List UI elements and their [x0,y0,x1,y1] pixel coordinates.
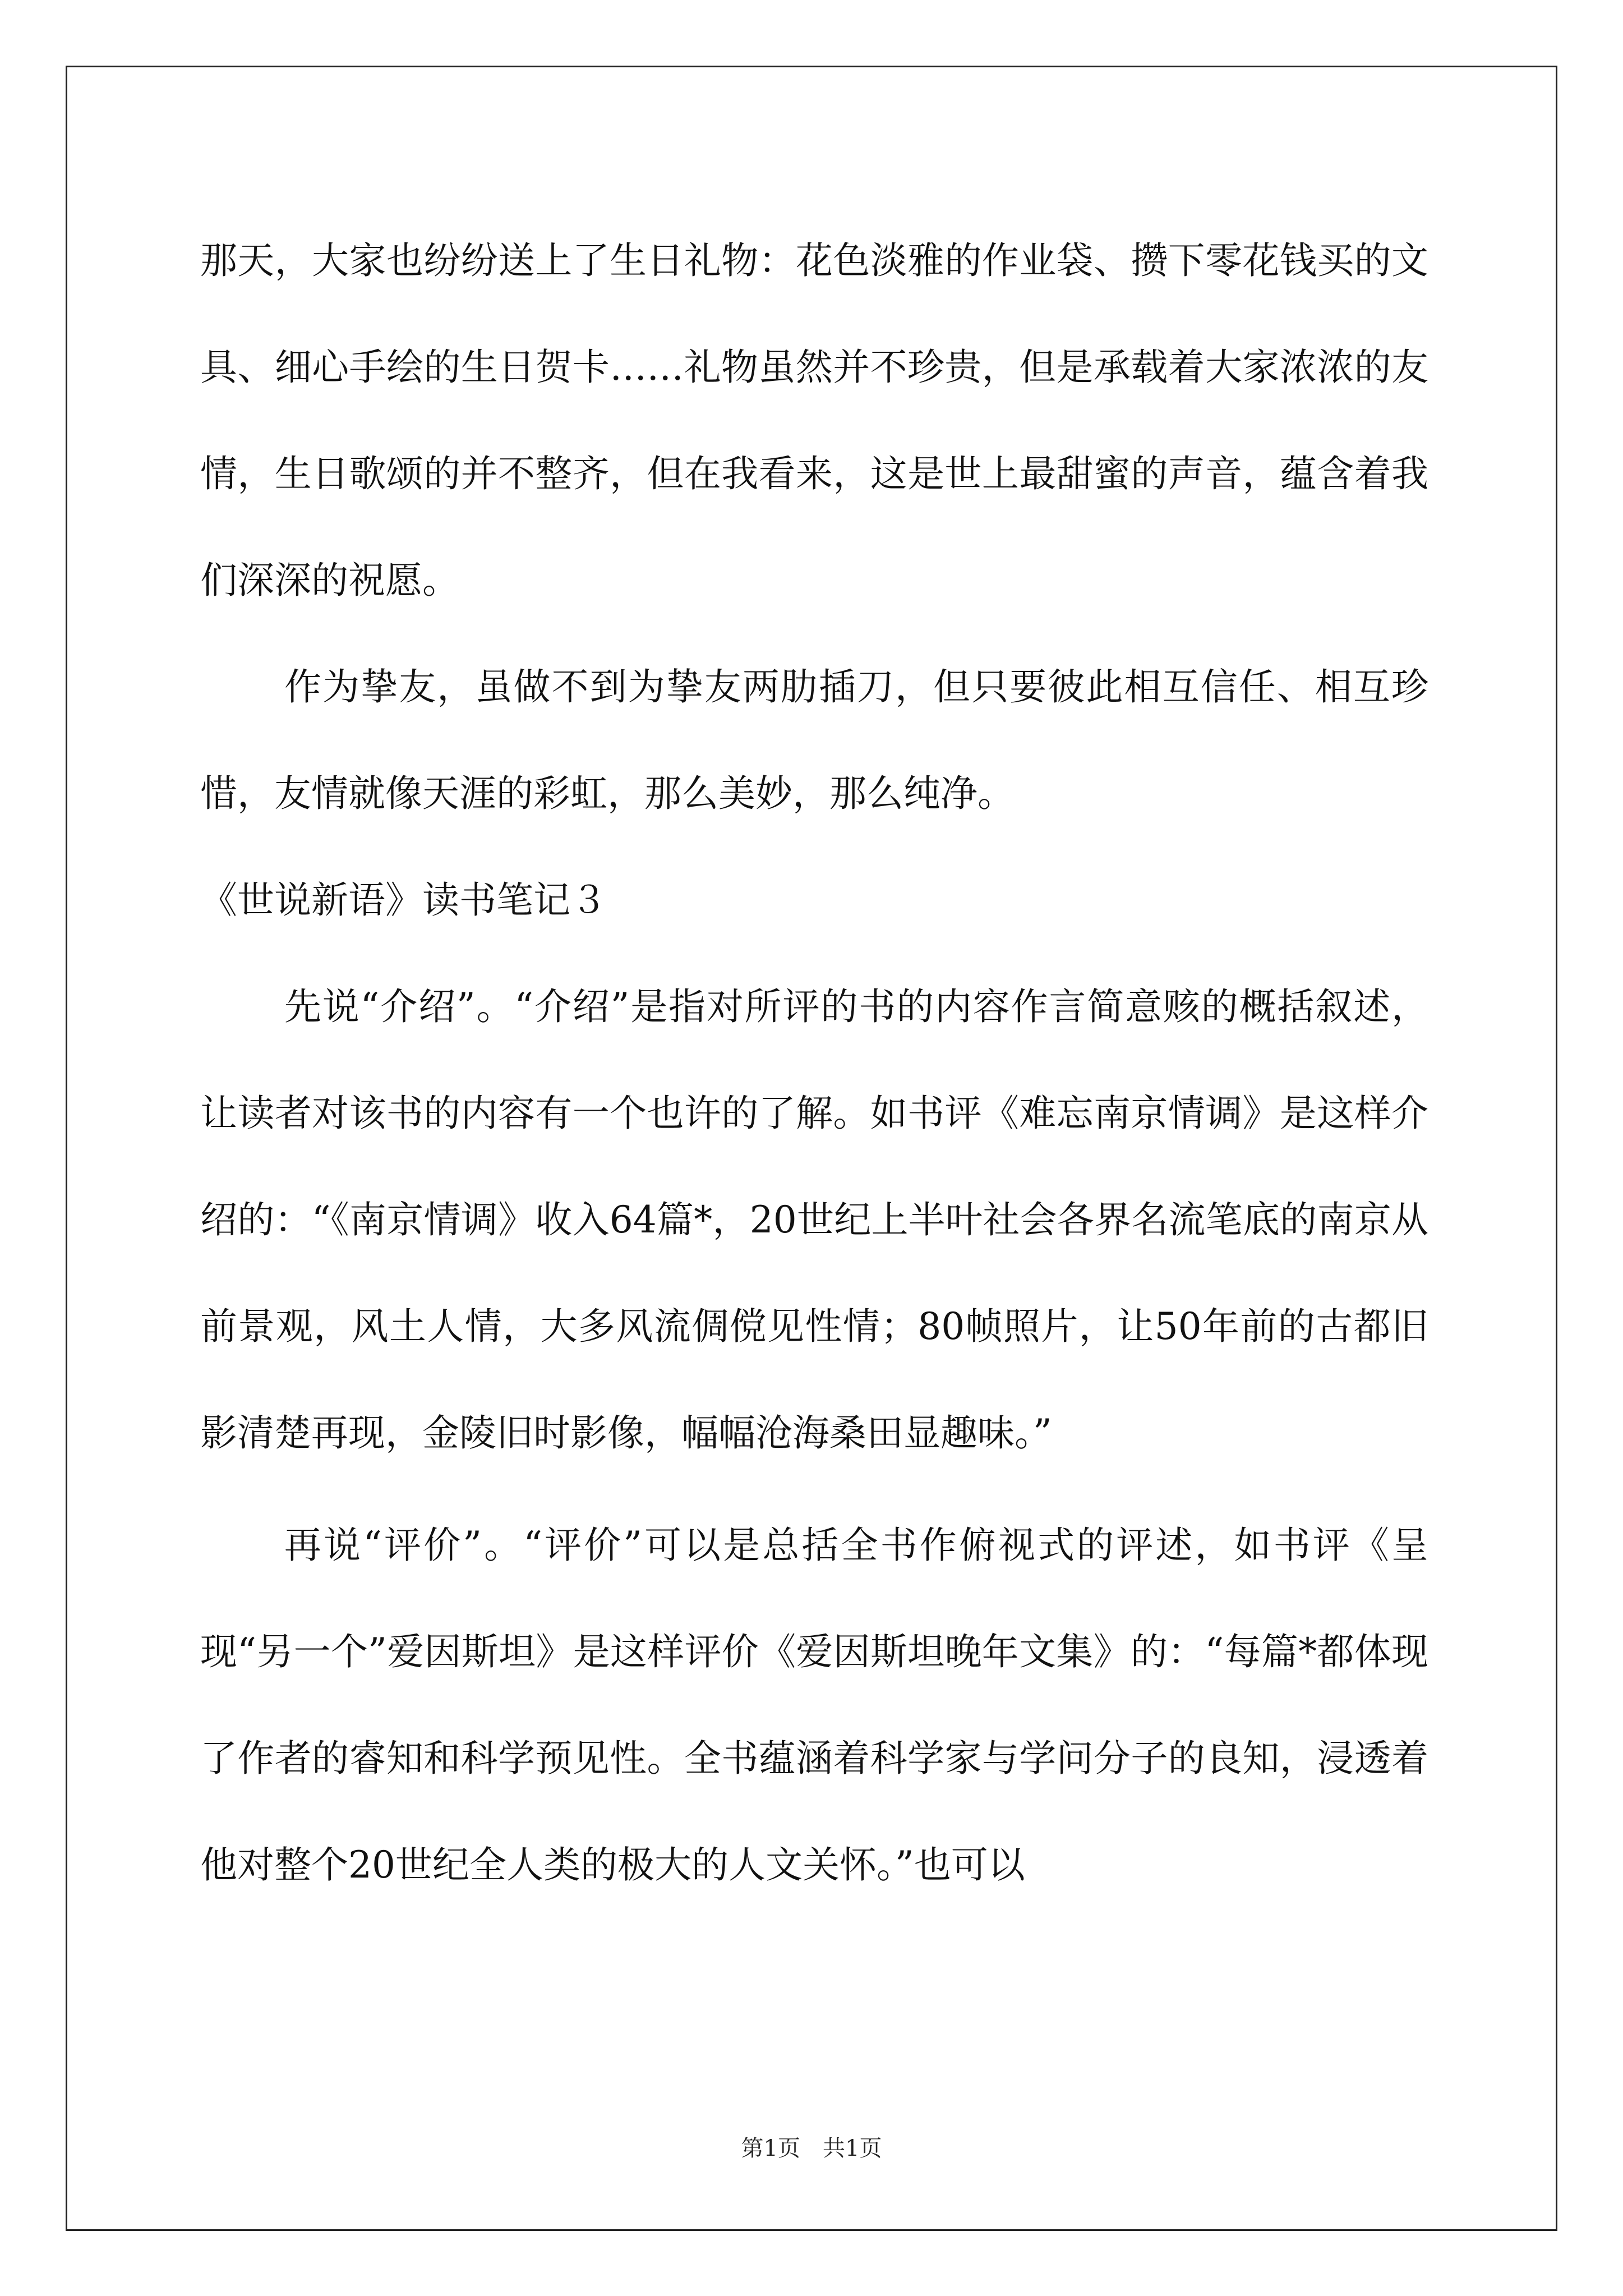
paragraph-evaluation: 再说“评价”。“评价”可以是总括全书作俯视式的评述，如书评《呈现“另一个”爱因斯坦》是这样评价《爱因斯坦晚年文集》的：“每篇*都体现了作者的睿知和科学预见性。全书蕴涵着科学家与学问分子的良知，浸透着他对整个20世纪全人类的极大的人文关怀。”也可以 [200,1524,1428,1887]
paragraph-gap [200,1487,1428,1492]
paragraph-gifts: 那天，大家也纷纷送上了生日礼物：花色淡雅的作业袋、攒下零花钱买的文具、细心手绘的生日贺卡……礼物虽然并不珍贵，但是承载着大家浓浓的友情，生日歌颂的并不整齐，但在我看来，这是世上最甜蜜的声音，蕴含着我们深深的祝愿。 [200,239,1428,602]
paragraph-friendship: 作为挚友，虽做不到为挚友两肋插刀，但只要彼此相互信任、相互珍惜，友情就像天涯的彩虹，那么美妙，那么纯净。 [200,665,1428,815]
page-footer: 第1页 共1页 [741,2136,882,2161]
paragraph-introduction: 先说“介绍”。“介绍”是指对所评的书的内容作言简意赅的概括叙述，让读者对该书的内容有一个也许的了解。如书评《难忘南京情调》是这样介绍的：“《南京情调》收入64篇*，20世纪上半叶社会各界名流笔底的南京从前景观，风土人情，大多风流倜傥见性情；80帧照片，让50年前的古都旧影清楚再现，金陵旧时影像，幅幅沧海桑田显趣味。” [200,985,1428,1455]
document-body [200,208,1428,1918]
section-heading: 《世说新语》读书笔记３ [200,878,607,922]
